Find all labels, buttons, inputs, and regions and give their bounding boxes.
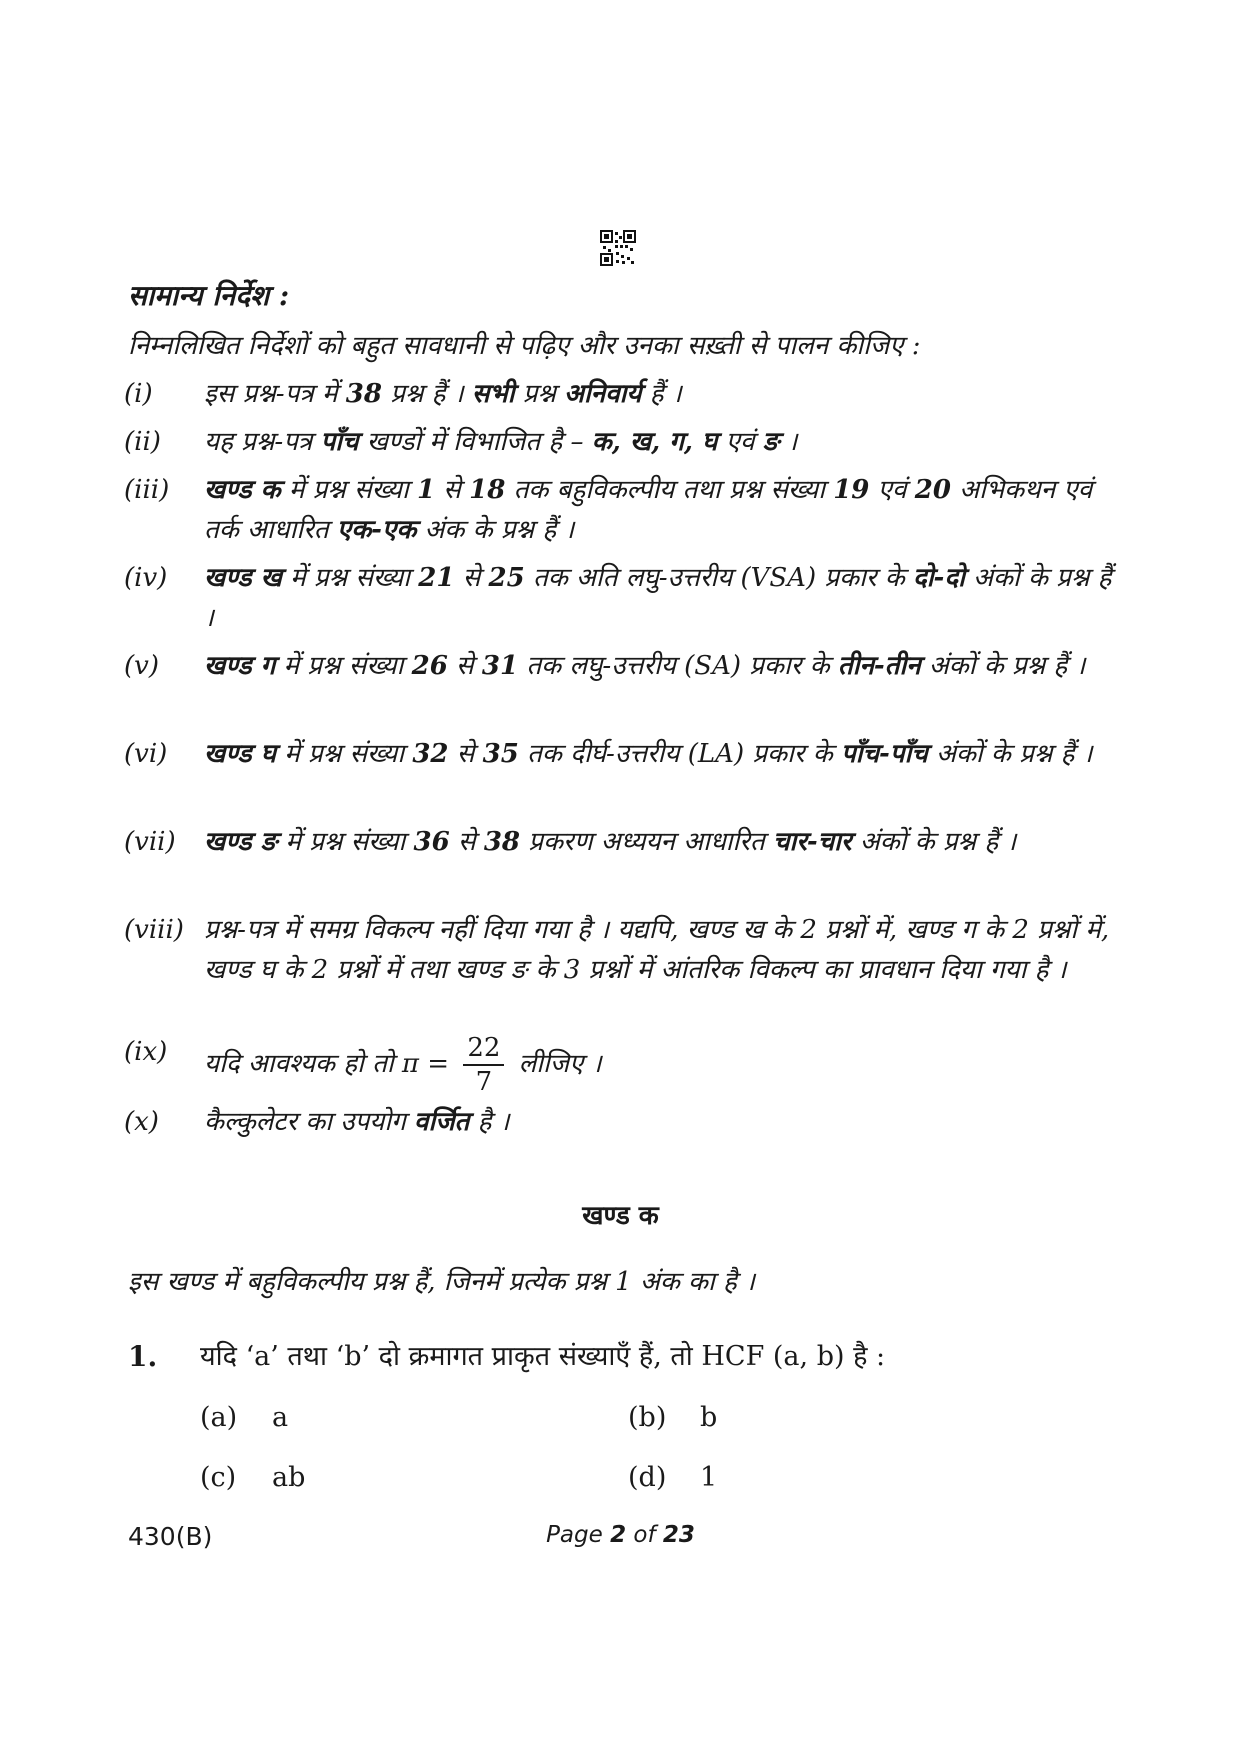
instruction-item: (iv) खण्ड ख में प्रश्न संख्या 21 से 25 तक अति लघु-उत्तरीय (VSA) प्रकार के दो-दो अंकों के प्रश्न हैं । <box>124 558 1124 638</box>
item-number: (ii) <box>124 427 161 457</box>
section-title: खण्ड क <box>582 1201 659 1231</box>
instruction-item: (iii) खण्ड क में प्रश्न संख्या 1 से 18 तक बहुविकल्पीय तथा प्रश्न संख्या 19 एवं 20 अभिकथन एवं तर्क आधारित एक-एक अंक के प्रश्न हैं । <box>124 470 1124 550</box>
instruction-item: (vi) खण्ड घ में प्रश्न संख्या 32 से 35 तक दीर्घ-उत्तरीय (LA) प्रकार के पाँच-पाँच अंकों के प्रश्न हैं । <box>124 734 1124 774</box>
item-number: (v) <box>124 651 159 681</box>
item-number: (viii) <box>124 915 184 945</box>
item-number: (i) <box>124 379 153 409</box>
question-text: यदि ‘a’ तथा ‘b’ दो क्रमागत प्राकृत संख्याएँ हैं, तो HCF (a, b) है : <box>200 1341 886 1372</box>
instruction-item: (ix) यदि आवश्यक हो तो π = $\frac{22}{7}$ लीजिए । <box>124 1033 602 1097</box>
item-number: (iii) <box>124 475 170 505</box>
instruction-item: (viii) प्रश्न-पत्र में समग्र विकल्प नहीं दिया गया है । यद्यपि, खण्ड ख के 2 प्रश्नों में, खण्ड ग के 2 प्रश्नों में, खण्ड घ के 2 प्रश्नों में तथा खण्ड ङ के 3 प्रश्नों में आंतरिक विकल्प का प्रावधान दिया गया है । <box>124 910 1124 990</box>
qr-code-icon <box>600 230 636 266</box>
option-d: (d) 1 <box>628 1462 718 1493</box>
option-a: (a) a <box>200 1402 289 1433</box>
instruction-item: (ii) यह प्रश्न-पत्र पाँच खण्डों में विभाजित है – क, ख, ग, घ एवं ङ । <box>124 422 1124 462</box>
section-intro: इस खण्ड में बहुविकल्पीय प्रश्न हैं, जिनमें प्रत्येक प्रश्न 1 अंक का है । <box>128 1267 755 1297</box>
item-number: (x) <box>124 1107 159 1137</box>
option-c: (c) ab <box>200 1462 306 1493</box>
option-b: (b) b <box>628 1402 718 1433</box>
paper-code: 430(B) <box>128 1522 213 1551</box>
question-number: 1. <box>128 1340 158 1373</box>
item-number: (ix) <box>124 1037 168 1067</box>
item-number: (vi) <box>124 739 168 769</box>
instructions-heading: सामान्य निर्देश : <box>128 279 290 312</box>
instruction-item: (i) इस प्रश्न-पत्र में 38 प्रश्न हैं । सभी प्रश्न अनिवार्य हैं । <box>124 374 1124 414</box>
instructions-intro: निम्नलिखित निर्देशों को बहुत सावधानी से पढ़िए और उनका सख़्ती से पालन कीजिए : <box>128 331 921 361</box>
pi-fraction: $\frac{22}{7}$ <box>463 1032 504 1098</box>
instruction-item: (vii) खण्ड ङ में प्रश्न संख्या 36 से 38 प्रकरण अध्ययन आधारित चार-चार अंकों के प्रश्न हैं । <box>124 822 1124 862</box>
page-number: Page 2 of 23 <box>546 1522 695 1548</box>
item-number: (iv) <box>124 563 168 593</box>
item-number: (vii) <box>124 827 176 857</box>
instruction-item: (v) खण्ड ग में प्रश्न संख्या 26 से 31 तक लघु-उत्तरीय (SA) प्रकार के तीन-तीन अंकों के प्रश्न हैं । <box>124 646 1124 686</box>
instruction-item: (x) कैल्कुलेटर का उपयोग वर्जित है । <box>124 1102 1124 1142</box>
